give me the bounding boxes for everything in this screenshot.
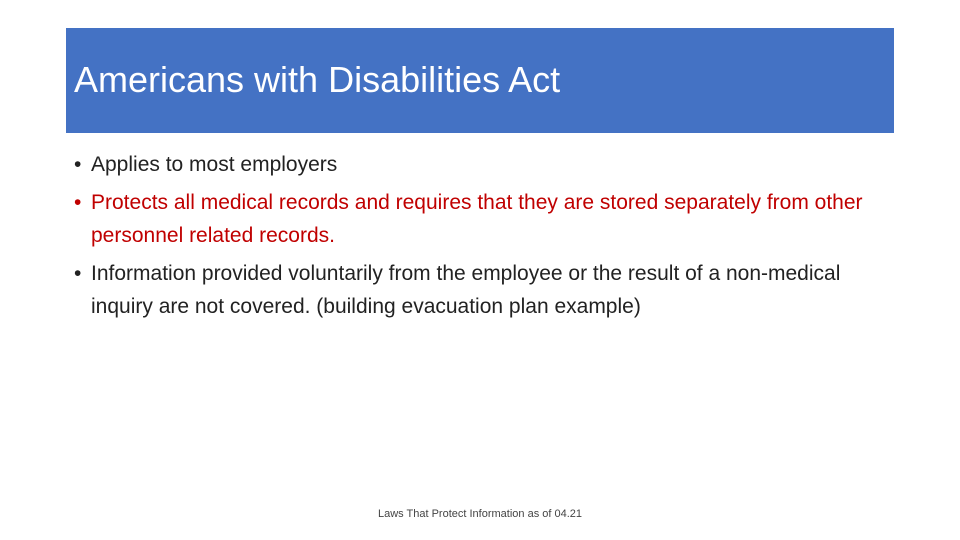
bullet-text: Protects all medical records and requires that they are stored separately from other personnel related records. [91, 191, 863, 247]
slide-footer: Laws That Protect Information as of 04.21 [377, 508, 583, 520]
bullet-list [74, 148, 890, 328]
slide-title: Americans with Disabilities Act [74, 59, 561, 100]
bullet-dot-icon: • [74, 191, 82, 214]
bullet-item [74, 257, 890, 323]
bullet-item [74, 148, 890, 181]
bullet-text: Information provided voluntarily from the employee or the result of a non-medical inquiry are not covered. (building evacuation plan example) [91, 262, 841, 318]
bullet-dot-icon: • [74, 153, 82, 176]
bullet-item [74, 186, 890, 252]
bullet-dot-icon: • [74, 262, 82, 285]
title-bar [66, 28, 894, 133]
bullet-text: Applies to most employers [91, 153, 338, 176]
